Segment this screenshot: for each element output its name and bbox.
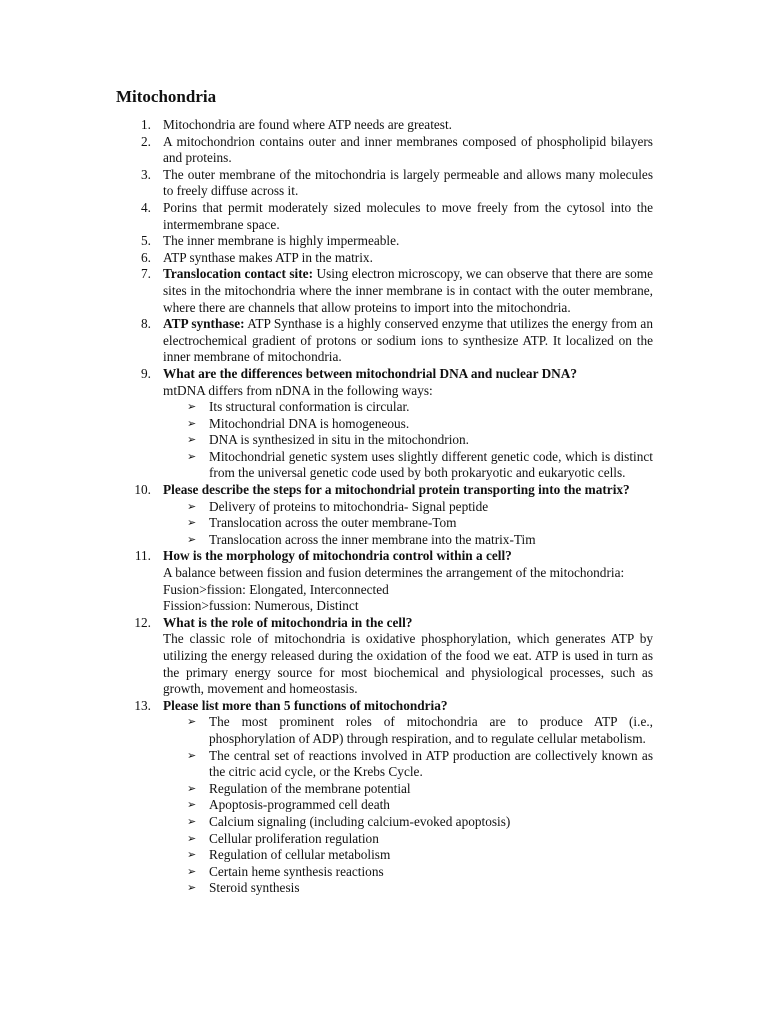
bullet-item (163, 814, 653, 831)
list-item (117, 615, 653, 698)
item-body: Porins that permit moderately sized molecules to move freely from the cytosol into the intermembrane space. (163, 199, 653, 232)
bullet-text: Certain heme synthesis reactions (209, 863, 384, 879)
bullet-item (163, 847, 653, 864)
bullet-text: Translocation across the outer membrane-Tom (209, 515, 457, 531)
arrow-bullet-icon: ➢ (187, 881, 197, 895)
bullet-item (163, 781, 653, 798)
bullet-text: Mitochondrial genetic system uses slightly different genetic code, which is distinct from the universal genetic code used by both prokaryotic and eukaryotic cells. (209, 448, 653, 481)
item-body: Using electron microscopy, we can observe that there are some sites in the mitochondria where the inner membrane is in contact with the outer membrane, where there are channels that allow proteins to import into the mitochondria. (163, 266, 653, 315)
bullet-item (163, 797, 653, 814)
bullet-list (163, 399, 653, 482)
item-number: 9. (141, 365, 151, 381)
list-item (117, 167, 653, 200)
item-body: ATP synthase makes ATP in the matrix. (163, 249, 373, 265)
item-number: 8. (141, 316, 151, 332)
list-item (117, 233, 653, 250)
item-number: 4. (141, 199, 151, 215)
item-number: 1. (141, 117, 151, 132)
bullet-item (163, 515, 653, 532)
bullet-text: Calcium signaling (including calcium-evoked apoptosis) (209, 813, 511, 829)
item-number: 6. (141, 249, 151, 265)
bullet-text: Regulation of cellular metabolism (209, 847, 391, 863)
arrow-bullet-icon: ➢ (187, 449, 197, 463)
answer-paragraph: Fusion>fission: Elongated, Interconnected (163, 581, 389, 597)
list-item (117, 250, 653, 267)
question-heading: What are the differences between mitochondrial DNA and nuclear DNA? (163, 365, 578, 381)
bullet-item (163, 449, 653, 482)
question-heading: Please describe the steps for a mitochondrial protein transporting into the matrix? (163, 482, 630, 498)
bullet-item (163, 499, 653, 516)
list-item (117, 548, 653, 614)
item-text (163, 134, 653, 167)
bullet-item (163, 714, 653, 747)
numbered-list (117, 117, 653, 897)
bullet-text: Steroid synthesis (209, 880, 300, 896)
bullet-text: DNA is synthesized in situ in the mitochondrion. (209, 432, 470, 448)
arrow-bullet-icon: ➢ (187, 400, 197, 414)
bullet-text: Its structural conformation is circular. (209, 399, 410, 415)
item-number: 11. (134, 548, 151, 564)
list-item (117, 117, 653, 134)
bullet-text: Mitochondrial DNA is homogeneous. (209, 415, 410, 431)
bullet-text: The most prominent roles of mitochondria are to produce ATP (i.e., phosphorylation of ADP) through respiration, and to regulate cellular metabolism. (209, 714, 653, 746)
bullet-list (163, 499, 653, 549)
arrow-bullet-icon: ➢ (187, 433, 197, 447)
arrow-bullet-icon: ➢ (187, 416, 197, 430)
list-item (117, 134, 653, 167)
bullet-text: Regulation of the membrane potential (209, 780, 411, 796)
item-text (163, 266, 653, 316)
item-body: Mitochondria are found where ATP needs are greatest. (163, 117, 452, 132)
bullet-list (163, 714, 653, 897)
question-heading: How is the morphology of mitochondria control within a cell? (163, 548, 512, 564)
bullet-item (163, 432, 653, 449)
list-item (117, 366, 653, 482)
arrow-bullet-icon: ➢ (187, 798, 197, 812)
bullet-text: Cellular proliferation regulation (209, 830, 379, 846)
item-text (163, 316, 653, 366)
arrow-bullet-icon: ➢ (187, 781, 197, 795)
item-body: ATP Synthase is a highly conserved enzyme that utilizes the energy from an electrochemical gradient of protons or sodium ions to synthesize ATP. It localized on the inner membrane of mitochondria. (163, 316, 653, 365)
bullet-item (163, 399, 653, 416)
term-label: Translocation contact site: (163, 266, 313, 282)
item-body: The inner membrane is highly impermeable. (163, 233, 400, 249)
list-item (117, 482, 653, 548)
list-item (117, 266, 653, 316)
item-number: 7. (141, 266, 151, 282)
item-text (163, 250, 653, 267)
item-text (163, 233, 653, 250)
arrow-bullet-icon: ➢ (187, 814, 197, 828)
item-body: A mitochondrion contains outer and inner membranes composed of phospholipid bilayers and proteins. (163, 133, 653, 166)
arrow-bullet-icon: ➢ (187, 532, 197, 546)
arrow-bullet-icon: ➢ (187, 864, 197, 878)
document-title: Mitochondria (116, 87, 217, 106)
bullet-text: Delivery of proteins to mitochondria- Signal peptide (209, 498, 489, 514)
list-item (117, 698, 653, 897)
answer-paragraph: Fission>fussion: Numerous, Distinct (163, 598, 359, 614)
bullet-item (163, 748, 653, 781)
item-number: 13. (134, 697, 151, 713)
arrow-bullet-icon: ➢ (187, 516, 197, 530)
bullet-item (163, 864, 653, 881)
question-heading: Please list more than 5 functions of mitochondria? (163, 697, 448, 713)
bullet-item (163, 416, 653, 433)
list-item (117, 316, 653, 366)
list-item (117, 200, 653, 233)
item-number: 5. (141, 233, 151, 249)
bullet-item (163, 532, 653, 549)
arrow-bullet-icon: ➢ (187, 715, 197, 729)
term-label: ATP synthase: (163, 316, 245, 332)
item-number: 3. (141, 166, 151, 182)
item-number: 2. (141, 133, 151, 149)
answer-paragraph: mtDNA differs from nDNA in the following ways: (163, 382, 433, 398)
item-text (163, 167, 653, 200)
bullet-text: Translocation across the inner membrane into the matrix-Tim (209, 531, 536, 547)
arrow-bullet-icon: ➢ (187, 499, 197, 513)
answer-paragraph: A balance between fission and fusion determines the arrangement of the mitochondria: (163, 565, 625, 581)
item-number: 10. (134, 482, 151, 498)
bullet-item (163, 831, 653, 848)
arrow-bullet-icon: ➢ (187, 848, 197, 862)
bullet-item (163, 880, 653, 897)
bullet-text: The central set of reactions involved in ATP production are collectively known as the citric acid cycle, or the Krebs Cycle. (209, 747, 653, 780)
question-heading: What is the role of mitochondria in the cell? (163, 614, 413, 630)
item-text (163, 200, 653, 233)
answer-paragraph: The classic role of mitochondria is oxidative phosphorylation, which generates ATP by utilizing the energy released during the oxidation of the food we eat. ATP is used in turn as the primary energy source for most biochemical and physiological processes, such as growth, movement and homeostasis. (163, 631, 653, 697)
bullet-text: Apoptosis-programmed cell death (209, 797, 390, 813)
arrow-bullet-icon: ➢ (187, 831, 197, 845)
item-body: The outer membrane of the mitochondria is largely permeable and allows many molecules to freely diffuse across it. (163, 166, 653, 199)
item-number: 12. (134, 614, 151, 630)
arrow-bullet-icon: ➢ (187, 748, 197, 762)
item-text (163, 117, 653, 134)
